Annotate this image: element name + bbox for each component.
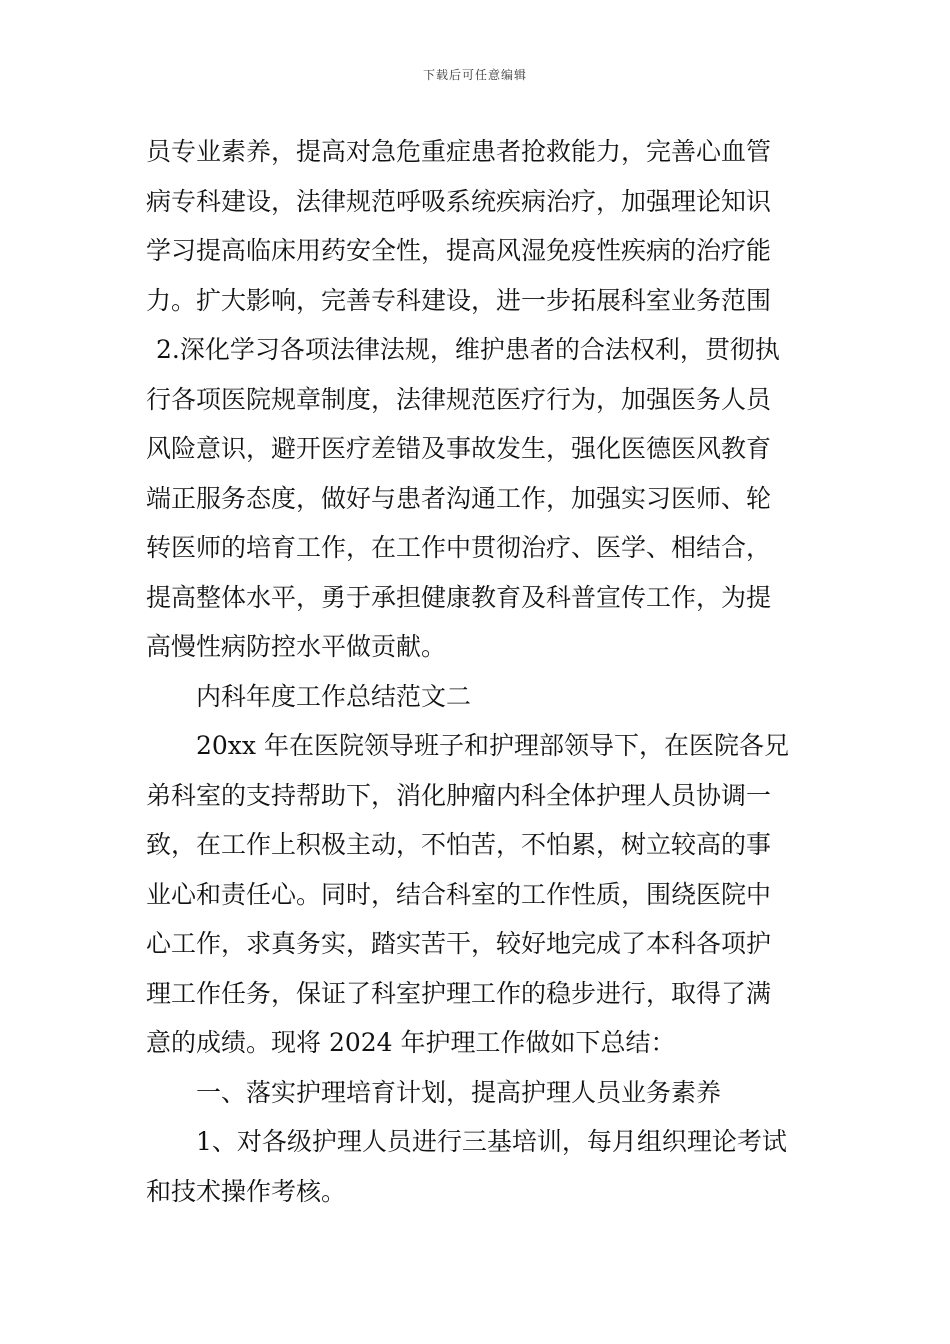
text-line: 业心和责任心。同时，结合科室的工作性质，围绕医院中 bbox=[146, 879, 772, 909]
section-heading: 内科年度工作总结范文二 bbox=[196, 681, 472, 711]
text-line: 行各项医院规章制度，法律规范医疗行为，加强医务人员 bbox=[146, 384, 772, 414]
text-line: 员专业素养，提高对急危重症患者抢救能力，完善心血管 bbox=[146, 137, 772, 166]
text-line: 和技术操作考核。 bbox=[146, 1176, 347, 1206]
text-line: 理工作任务，保证了科室护理工作的稳步进行，取得了满 bbox=[146, 978, 772, 1008]
text-line: 高慢性病防控水平做贡献。 bbox=[146, 632, 447, 661]
text-line: 2.深化学习各项法律法规，维护患者的合法权利，贯彻执 bbox=[156, 335, 780, 364]
text-line: 弟科室的支持帮助下，消化肿瘤内科全体护理人员协调一 bbox=[146, 780, 772, 810]
text-line: 端正服务态度，做好与患者沟通工作，加强实习医师、轮 bbox=[146, 483, 772, 513]
text-line: 心工作，求真务实，踏实苦干，较好地完成了本科各项护 bbox=[146, 929, 772, 958]
document-body bbox=[146, 127, 808, 1216]
text-line: 学习提高临床用药安全性，提高风湿免疫性疾病的治疗能 bbox=[146, 236, 772, 265]
subsection-heading: 一、落实护理培育计划，提高护理人员业务素养 bbox=[196, 1077, 722, 1107]
text-line: 致，在工作上积极主动，不怕苦，不怕累，树立较高的事 bbox=[146, 830, 772, 859]
text-line: 力。扩大影响，完善专科建设，进一步拓展科室业务范围 bbox=[146, 285, 772, 315]
text-line: 风险意识，避开医疗差错及事故发生，强化医德医风教育 bbox=[146, 434, 772, 463]
text-line: 1、对各级护理人员进行三基培训，每月组织理论考试 bbox=[196, 1127, 787, 1156]
text-line: 意的成绩。现将 2024 年护理工作做如下总结： bbox=[146, 1028, 676, 1057]
text-line: 提高整体水平，勇于承担健康教育及科普宣传工作，为提 bbox=[146, 582, 772, 612]
text-line: 20xx 年在医院领导班子和护理部领导下，在医院各兄 bbox=[196, 731, 789, 760]
text-line: 病专科建设，法律规范呼吸系统疾病治疗，加强理论知识 bbox=[146, 186, 772, 216]
header-note: 下载后可任意编辑 bbox=[422, 68, 527, 82]
text-line: 转医师的培育工作，在工作中贯彻治疗、医学、相结合， bbox=[146, 533, 772, 562]
